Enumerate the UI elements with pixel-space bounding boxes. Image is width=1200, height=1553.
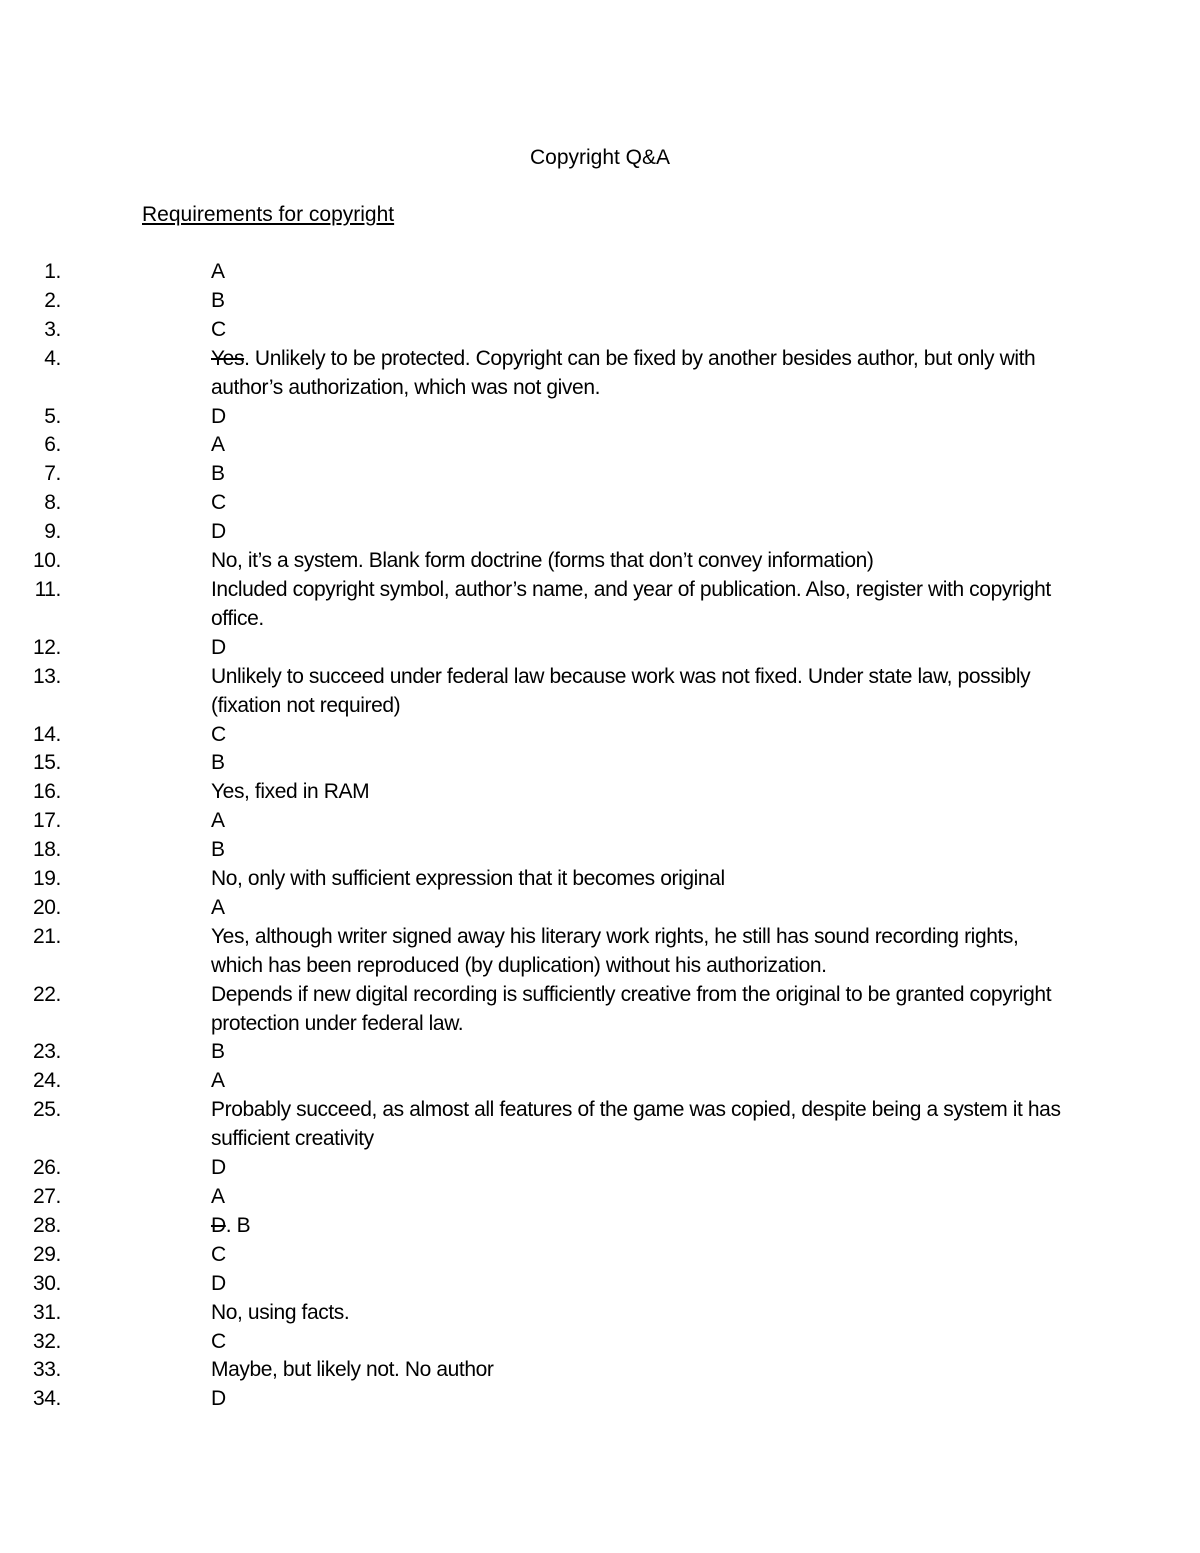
answer-number: 5. [44, 404, 61, 428]
answer-number: 34. [33, 1387, 61, 1411]
answer-number: 19. [33, 867, 61, 891]
answer-number: 6. [44, 433, 61, 457]
answer-text: . Unlikely to be protected. Copyright can be fixed by another besides author, but only with author’s authorization, which was not given. [211, 346, 1036, 399]
answer-item [0, 836, 1061, 865]
answer-text: D [211, 1387, 226, 1411]
answer-item [0, 749, 1061, 778]
answer-item [0, 1038, 1061, 1067]
answer-text: C [211, 1242, 226, 1266]
answer-text: A [211, 433, 225, 457]
answer-text: A [211, 809, 225, 833]
answer-text: C [211, 317, 226, 341]
answer-item [0, 778, 1061, 807]
answer-number: 33. [33, 1358, 61, 1382]
answer-number: 23. [33, 1040, 61, 1064]
answer-item [0, 431, 1061, 460]
answer-number: 11. [34, 577, 61, 601]
answer-number: 25. [33, 1098, 61, 1122]
struck-text: Yes [211, 346, 245, 370]
section-heading: Requirements for copyright [142, 203, 395, 226]
answer-text: Probably succeed, as almost all features of the game was copied, despite being a system it has sufficient creativity [211, 1098, 1061, 1151]
answer-text: . B [225, 1213, 251, 1237]
answer-text: A [211, 895, 225, 919]
answer-item [0, 1096, 1061, 1154]
answer-item [0, 547, 1061, 576]
answer-item [0, 1212, 1061, 1241]
answer-number: 10. [33, 549, 61, 573]
answer-item [0, 403, 1061, 432]
answer-text: D [211, 1271, 226, 1295]
answer-item [0, 634, 1061, 663]
answer-item [0, 1328, 1061, 1357]
answer-item [0, 287, 1061, 316]
answer-number: 17. [33, 809, 61, 833]
answer-number: 7. [44, 462, 61, 486]
answer-number: 15. [33, 751, 61, 775]
answer-number: 2. [44, 288, 61, 312]
answer-text: Depends if new digital recording is sufficiently creative from the original to be granted copyright protection under federal law. [211, 982, 1052, 1035]
answer-number: 30. [33, 1271, 61, 1295]
answer-text: A [211, 1185, 225, 1208]
answer-number: 12. [33, 635, 61, 659]
answer-item [0, 489, 1061, 518]
answer-number: 16. [33, 780, 61, 804]
answer-number: 4. [44, 346, 61, 370]
answer-number: 31. [33, 1300, 61, 1324]
answer-item [0, 576, 1061, 634]
answer-item [0, 1067, 1061, 1096]
answer-number: 28. [33, 1213, 61, 1237]
answer-item [0, 258, 1061, 287]
answer-text: B [211, 288, 225, 312]
answer-item [0, 923, 1061, 981]
answer-item [0, 1356, 1061, 1385]
answer-number: 9. [44, 520, 61, 544]
struck-text: D [211, 1213, 226, 1237]
answer-item [0, 807, 1061, 836]
answer-text: C [211, 722, 226, 746]
answer-number: 13. [33, 664, 61, 688]
answer-item [0, 1241, 1061, 1270]
answer-text: D [211, 404, 226, 428]
answer-item [0, 663, 1061, 721]
answer-number: 1. [44, 260, 61, 283]
answer-item [0, 460, 1061, 489]
answer-text: No, using facts. [211, 1300, 350, 1324]
answer-text: C [211, 1329, 226, 1353]
answer-number: 14. [33, 722, 61, 746]
answer-number: 27. [33, 1185, 61, 1208]
answer-text: D [211, 635, 226, 659]
answer-number: 20. [33, 895, 61, 919]
answer-text: A [211, 1069, 225, 1093]
answer-text: Maybe, but likely not. No author [211, 1358, 494, 1382]
answer-text: A [211, 260, 225, 283]
answer-number: 21. [33, 924, 61, 948]
answer-text: C [211, 491, 226, 515]
answer-number: 29. [33, 1242, 61, 1266]
answer-item [0, 518, 1061, 547]
answer-text: B [211, 1040, 225, 1064]
answer-item [0, 1299, 1061, 1328]
answer-item [0, 1385, 1061, 1414]
answer-item [0, 981, 1061, 1039]
answer-number: 22. [33, 982, 61, 1006]
answer-list [0, 258, 1200, 1414]
page-title: Copyright Q&A [529, 146, 671, 169]
answer-number: 18. [33, 838, 61, 862]
answer-number: 3. [44, 317, 61, 341]
answer-text: Yes, fixed in RAM [211, 780, 370, 804]
answer-text: No, only with sufficient expression that it becomes original [211, 867, 725, 891]
answer-text: B [211, 751, 225, 775]
answer-text: No, it’s a system. Blank form doctrine (forms that don’t convey information) [211, 549, 874, 573]
answer-number: 32. [33, 1329, 61, 1353]
answer-item [0, 1270, 1061, 1299]
answer-text: D [211, 1156, 226, 1180]
answer-text: B [211, 462, 225, 486]
answer-item [0, 1154, 1061, 1183]
answer-item [0, 865, 1061, 894]
answer-item [0, 316, 1061, 345]
answer-item [0, 894, 1061, 923]
answer-text: Included copyright symbol, author’s name, and year of publication. Also, register with copyright office. [211, 577, 1051, 630]
answer-text: Yes, although writer signed away his literary work rights, he still has sound recording rights, which has been reproduced (by duplication) without his authorization. [211, 924, 1019, 977]
answer-item [0, 345, 1061, 403]
answer-text: B [211, 838, 225, 862]
answer-text: D [211, 520, 226, 544]
answer-item [0, 1183, 1061, 1212]
answer-number: 26. [33, 1156, 61, 1180]
answer-number: 24. [33, 1069, 61, 1093]
answer-number: 8. [44, 491, 61, 515]
answer-item [0, 721, 1061, 750]
answer-text: Unlikely to succeed under federal law because work was not fixed. Under state law, possibly (fixation not required) [211, 664, 1031, 717]
